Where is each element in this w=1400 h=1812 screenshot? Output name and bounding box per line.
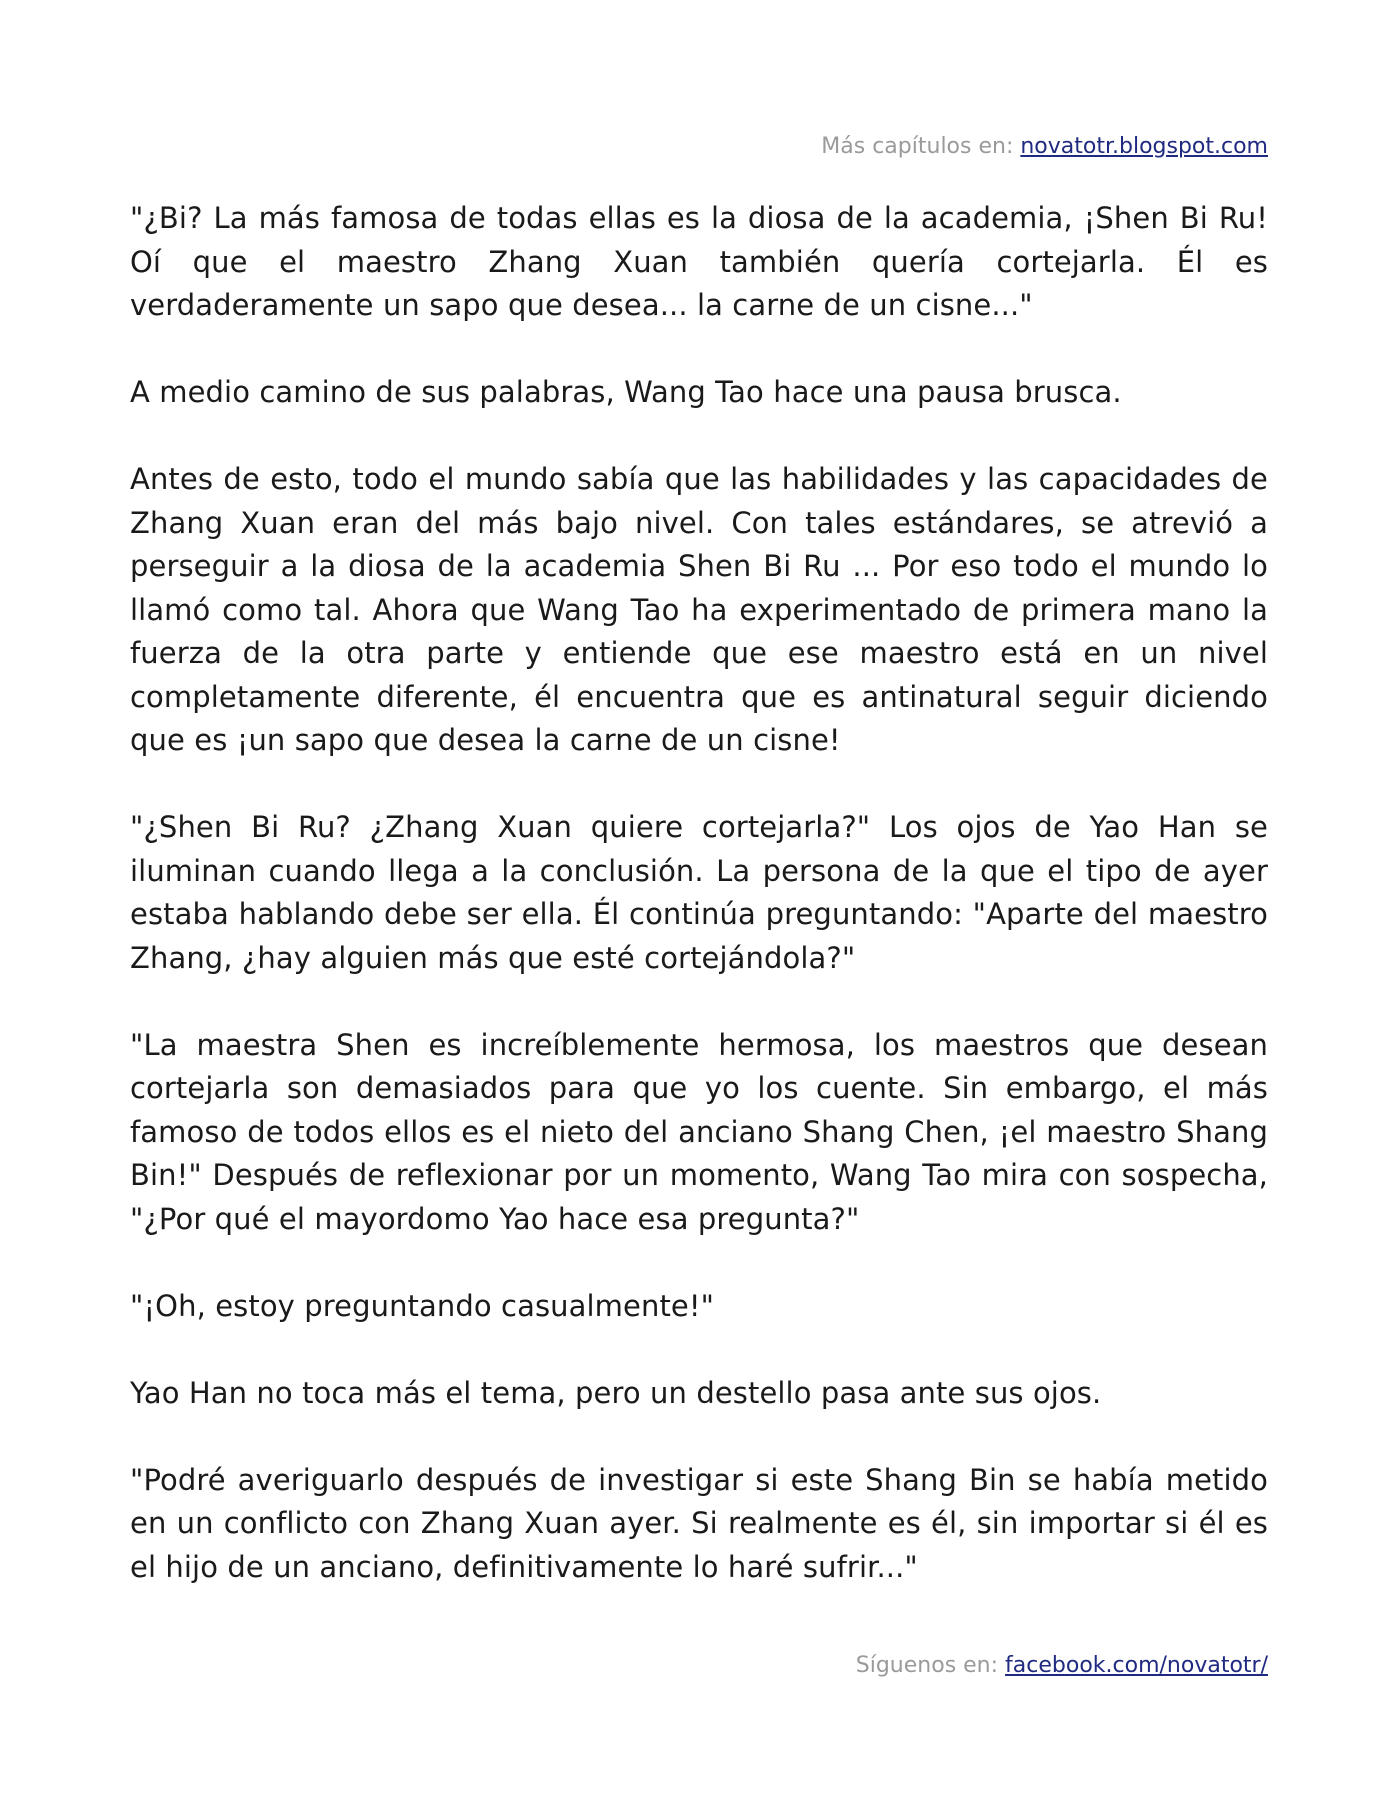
document-page — [130, 0, 1268, 1812]
paragraph: "Podré averiguarlo después de investigar si este Shang Bin se había metido en un conflicto con Zhang Xuan ayer. Si realmente es él, sin importar si él es el hijo de un anciano, definitivamente lo haré sufrir..." — [130, 1462, 1268, 1584]
blog-link[interactable]: novatotr.blogspot.com — [1020, 134, 1268, 159]
footer-promo — [856, 1652, 1268, 1680]
paragraph: A medio camino de sus palabras, Wang Tao hace una pausa brusca. — [130, 375, 1122, 409]
header-promo — [821, 133, 1268, 161]
paragraph: "¿Bi? La más famosa de todas ellas es la diosa de la academia, ¡Shen Bi Ru! Oí que el maestro Zhang Xuan también quería cortejarla. Él es verdaderamente un sapo que desea... la carne de un cisne..." — [130, 201, 1268, 322]
header-label: Más capítulos en: — [821, 134, 1014, 159]
paragraph: "¿Shen Bi Ru? ¿Zhang Xuan quiere cortejarla?" Los ojos de Yao Han se iluminan cuando llega a la conclusión. La persona de la que el tipo de ayer estaba hablando debe ser ella. Él continúa preguntando: "Aparte del maestro Zhang, ¿hay alguien más que esté cortejándola?" — [130, 810, 1268, 975]
chapter-body — [130, 197, 1268, 1633]
paragraph: "La maestra Shen es increíblemente hermosa, los maestros que desean cortejarla son demasiados para que yo los cuente. Sin embargo, el más famoso de todos ellos es el nieto del anciano Shang Chen, ¡el maestro Shang Bin!" Después de reflexionar por un momento, Wang Tao mira con sospecha, "¿Por qué el mayordomo Yao hace esa pregunta?" — [130, 1027, 1268, 1236]
footer-label: Síguenos en: — [855, 1653, 999, 1678]
paragraph: Yao Han no toca más el tema, pero un destello pasa ante sus ojos. — [130, 1375, 1102, 1410]
paragraph: "¡Oh, estoy preguntando casualmente!" — [130, 1288, 715, 1323]
paragraph: Antes de esto, todo el mundo sabía que las habilidades y las capacidades de Zhang Xuan eran del más bajo nivel. Con tales estándares, se atrevió a perseguir a la diosa de la academia Shen Bi Ru ... Por eso todo el mundo lo llamó como tal. Ahora que Wang Tao ha experimentado de primera mano la fuerza de la otra parte y entiende que ese maestro está en un nivel completamente diferente, él encuentra que es antinatural seguir diciendo que es ¡un sapo que desea la carne de un cisne! — [130, 462, 1268, 757]
facebook-link[interactable]: facebook.com/novatotr/ — [1005, 1653, 1268, 1678]
